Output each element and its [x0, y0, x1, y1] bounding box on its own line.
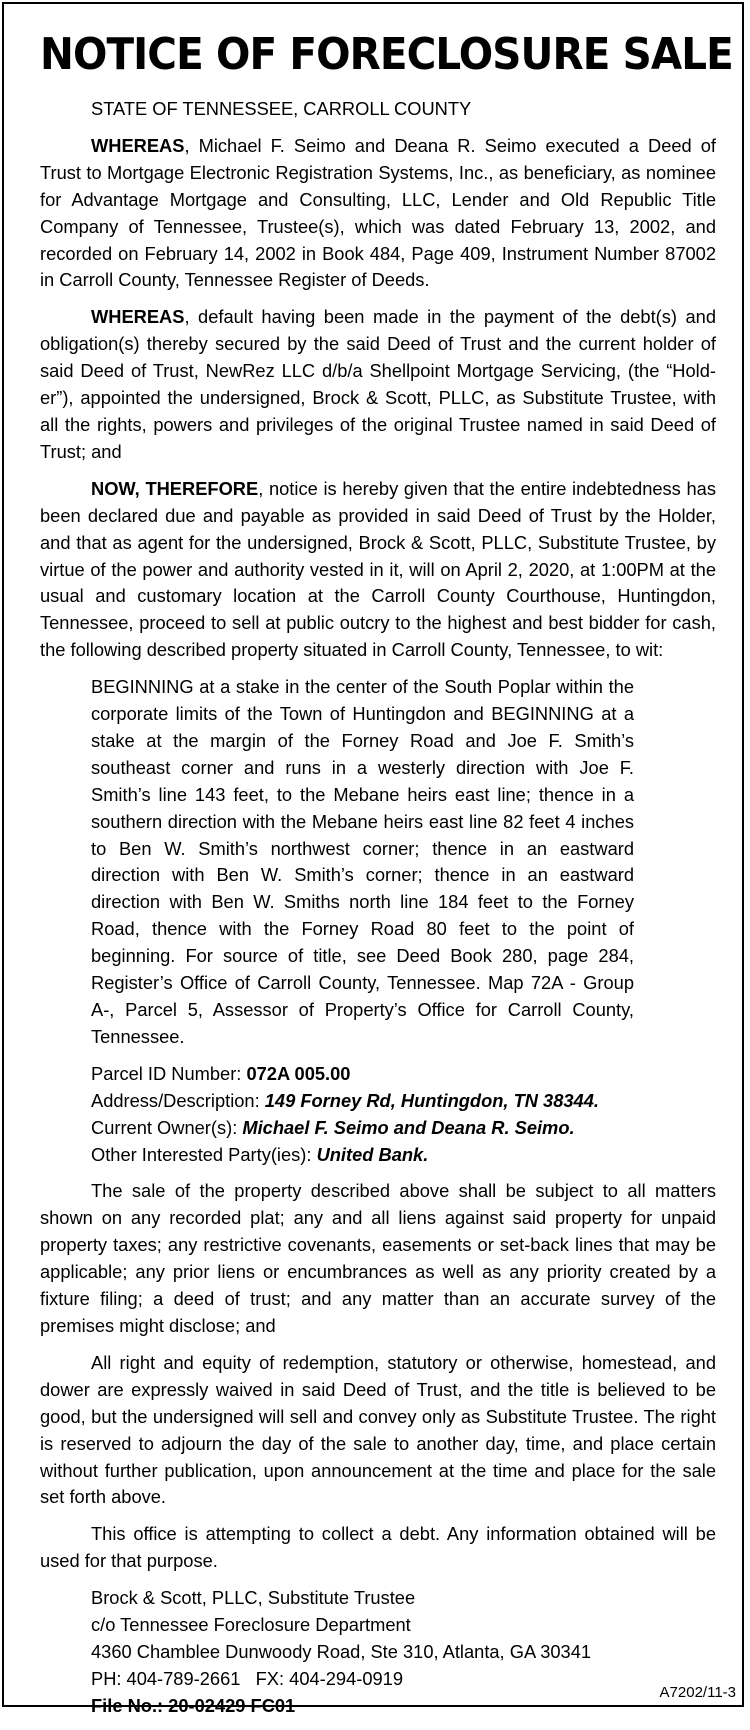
- notice-title: NOTICE OF FORECLOSURE SALE: [40, 29, 733, 80]
- notice-body: [40, 96, 716, 1730]
- parcel-id-label: Parcel ID Number:: [91, 1062, 247, 1084]
- owner-label: Current Owner(s):: [91, 1116, 243, 1138]
- address-label: Address/Description:: [91, 1089, 265, 1111]
- owner-line: [91, 1115, 716, 1142]
- trustee-name: Brock & Scott, PLLC, Substitute Trustee: [91, 1587, 416, 1609]
- trustee-signature: [91, 1585, 716, 1720]
- address-line: [91, 1088, 716, 1115]
- whereas-lead-1: WHEREAS: [91, 134, 185, 156]
- trustee-department: c/o Tennessee Foreclosure Department: [91, 1614, 411, 1636]
- whereas-lead-2: WHEREAS: [91, 306, 185, 328]
- ad-reference: A7202/11-3: [659, 1684, 736, 1701]
- interested-party-label: Other Interested Party(ies):: [91, 1143, 317, 1165]
- sale-subject-paragraph: The sale of the property described above shall be subject to all matters shown on any recorded plat; any and all liens against said property for unpaid property taxes; any restrictive covenants, easements or set-back lines that may be applicable; any prior liens or encumbrances as well as any priority created by a fixture filing; a deed of trust; and any matter than an accurate survey of the premises might disclose; and: [40, 1180, 716, 1336]
- whereas-paragraph-1: [40, 133, 716, 294]
- state-county-line: STATE OF TENNESSEE, CARROLL COUNTY: [91, 98, 472, 119]
- address-value: 149 Forney Rd, Huntingdon, TN 38344.: [264, 1089, 599, 1111]
- trustee-phone-fax: PH: 404-789-2661 FX: 404-294-0919: [91, 1667, 404, 1689]
- whereas-text-2: , default having been made in the payment of the debt(s) and obligation(s) thereby secured by the said Deed of Trust and the current holder of said Deed of Trust, NewRez LLC d/b/a Shellpoint Mortgage Servicing, (the “Holder”), appointed the undersigned, Brock & Scott, PLLC, as Substitute Trustee, with all the rights, powers and privileges of the original Trustee named in said Deed of Trust; and: [40, 306, 716, 462]
- parcel-id-line: [91, 1061, 716, 1088]
- legal-description: BEGINNING at a stake in the center of the South Poplar within the corporate limits of the Town of Huntingdon and BEGINNING at a stake at the margin of the Forney Road and Joe F. Smith’s southeast corner and runs in a westerly direction with Joe F. Smith’s line 143 feet, to the Mebane heirs east line; thence in a southern direction with the Mebane heirs east line 82 feet 4 inches to Ben W. Smith’s northwest corner; thence in an eastward direction with Ben W. Smith’s corner; thence in an eastward direction with Ben W. Smiths north line 184 feet to the Forney Road, thence with the Forney Road 80 feet to the point of beginning. For source of title, see Deed Book 280, page 284, Register’s Office of Carroll County, Tennessee. Map 72A - Group A-, Parcel 5, Assessor of Property’s Office for Carroll County, Tennessee.: [91, 676, 634, 1047]
- parcel-id-value: 072A 005.00: [246, 1062, 351, 1084]
- notice-frame: [2, 2, 744, 1716]
- now-therefore-text: , notice is hereby given that the entire indebtedness has been declared due and payable as provided in said Deed of Trust by the Holder, and that as agent for the undersigned, Brock & Scott, PLLC, Substitute Trustee, by virtue of the power and authority vested in it, will on April 2, 2020, at 1:00PM at the usual and customary location at the Carroll County Courthouse, Huntingdon, Tennessee, proceed to sell at public outcry to the highest and best bidder for cash, the following described property situated in Carroll County, Tennessee, to wit:: [40, 477, 716, 661]
- whereas-paragraph-2: [40, 304, 716, 465]
- now-therefore-lead: NOW, THEREFORE: [91, 477, 259, 499]
- interested-party-line: [91, 1142, 716, 1169]
- redemption-paragraph: All right and equity of redemption, statutory or otherwise, homestead, and dower are expressly waived in said Deed of Trust, and the title is believed to be good, but the undersigned will sell and convey only as Substitute Trustee. The right is reserved to adjourn the day of the sale to another day, time, and place certain without further publication, upon announcement at the time and place for the sale set forth above.: [40, 1351, 716, 1508]
- debt-collection-paragraph: This office is attempting to collect a debt. Any information obtained will be used for that purpose.: [40, 1523, 716, 1572]
- interested-party-value: United Bank.: [316, 1143, 429, 1165]
- file-number: File No.: 20-02429 FC01: [91, 1694, 296, 1716]
- now-therefore-paragraph: [40, 476, 716, 664]
- trustee-address: 4360 Chamblee Dunwoody Road, Ste 310, Atlanta, GA 30341: [91, 1640, 592, 1662]
- whereas-text-1: , Michael F. Seimo and Deana R. Seimo executed a Deed of Trust to Mortgage Electronic Registration Systems, Inc., as beneficiary, as nominee for Advantage Mortgage and Consulting, LLC, Lender and Old Republic Title Company of Tennessee, Trustee(s), which was dated February 13, 2002, and recorded on February 14, 2002 in Book 484, Page 409, Instrument Number 87002 in Carroll County, Tennessee Register of Deeds.: [40, 134, 716, 291]
- owner-value: Michael F. Seimo and Deana R. Seimo.: [242, 1116, 575, 1138]
- property-details: [91, 1061, 716, 1169]
